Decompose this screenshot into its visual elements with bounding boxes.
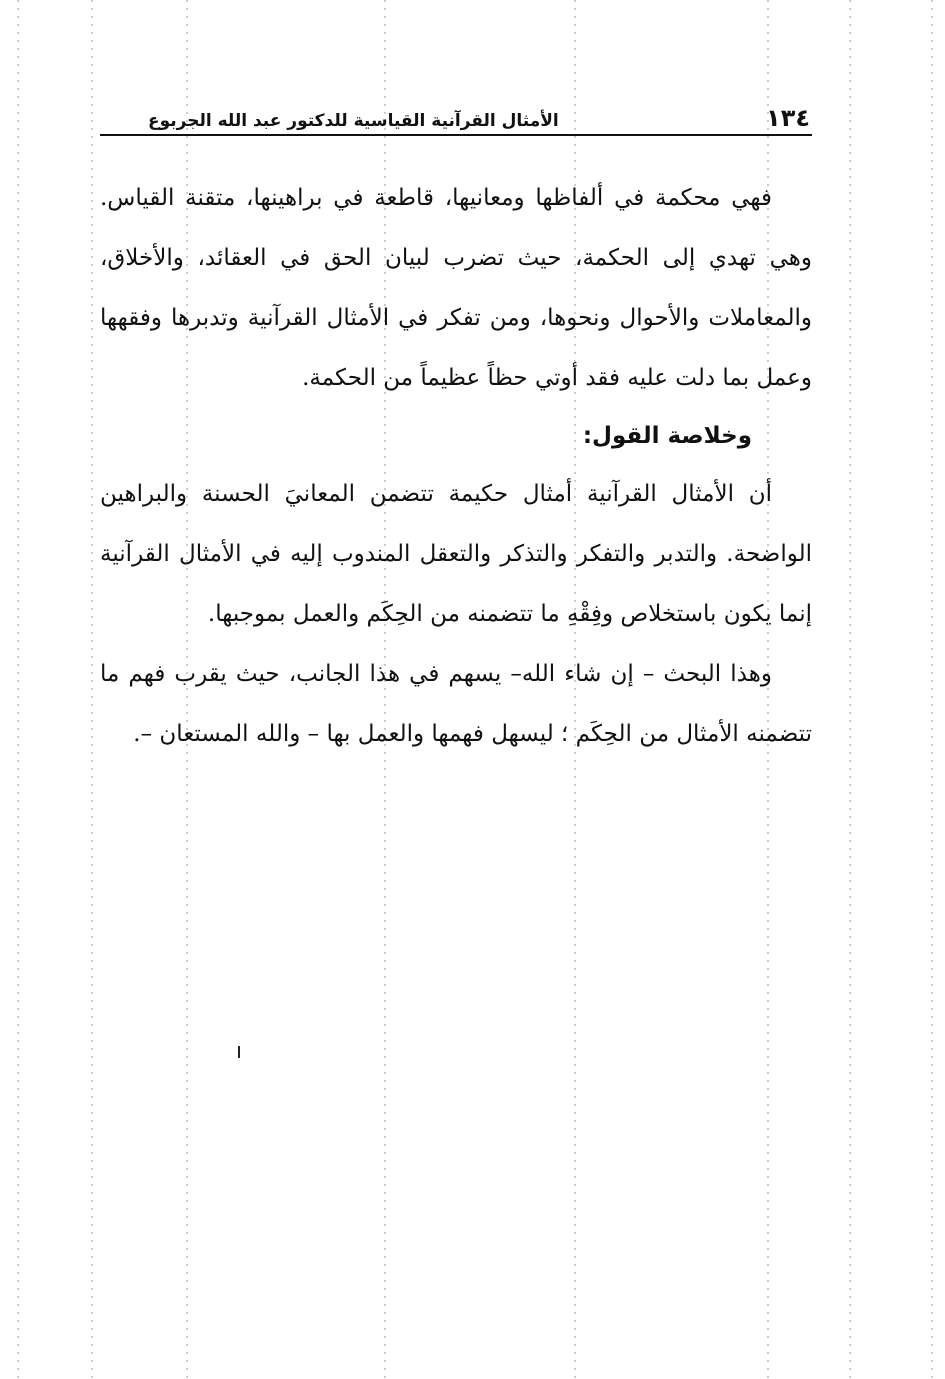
paragraph-wisdom: فهي محكمة في ألفاظها ومعانيها، قاطعة في براهينها، متقنة القياس. وهي تهدي إلى الحكمة، حيث تضرب لبيان الحق في العقائد، والأخلاق، والمعاملات والأحوال ونحوها، ومن تفكر في الأمثال القرآنية وتدبرها وفقهها وعمل بما دلت عليه فقد أوتي حظاً عظيماً من الحكمة.	[100, 185, 812, 391]
running-header-title: الأمثال القرآنية القياسية للدكتور عبد الله الجربوع	[148, 111, 559, 131]
paragraph-closing: وهذا البحث – إن شاء الله– يسهم في هذا الجانب، حيث يقرب فهم ما تتضمنه الأمثال من الحِكَم ؛ ليسهل فهمها والعمل بها – والله المستعان –.	[100, 661, 812, 747]
book-page	[100, 96, 812, 764]
scan-mark	[238, 1046, 240, 1058]
section-heading-summary: وخلاصة القول:	[582, 423, 752, 449]
page-number: ١٣٤	[766, 104, 810, 132]
running-header	[100, 96, 812, 136]
page-body	[100, 168, 812, 764]
paragraph-summary: أن الأمثال القرآنية أمثال حكيمة تتضمن المعانيَ الحسنة والبراهين الواضحة. والتدبر والتفكر والتذكر والتعقل المندوب إليه في الأمثال القرآنية إنما يكون باستخلاص وفِقْهِ ما تتضمنه من الحِكَم والعمل بموجبها.	[100, 481, 812, 627]
